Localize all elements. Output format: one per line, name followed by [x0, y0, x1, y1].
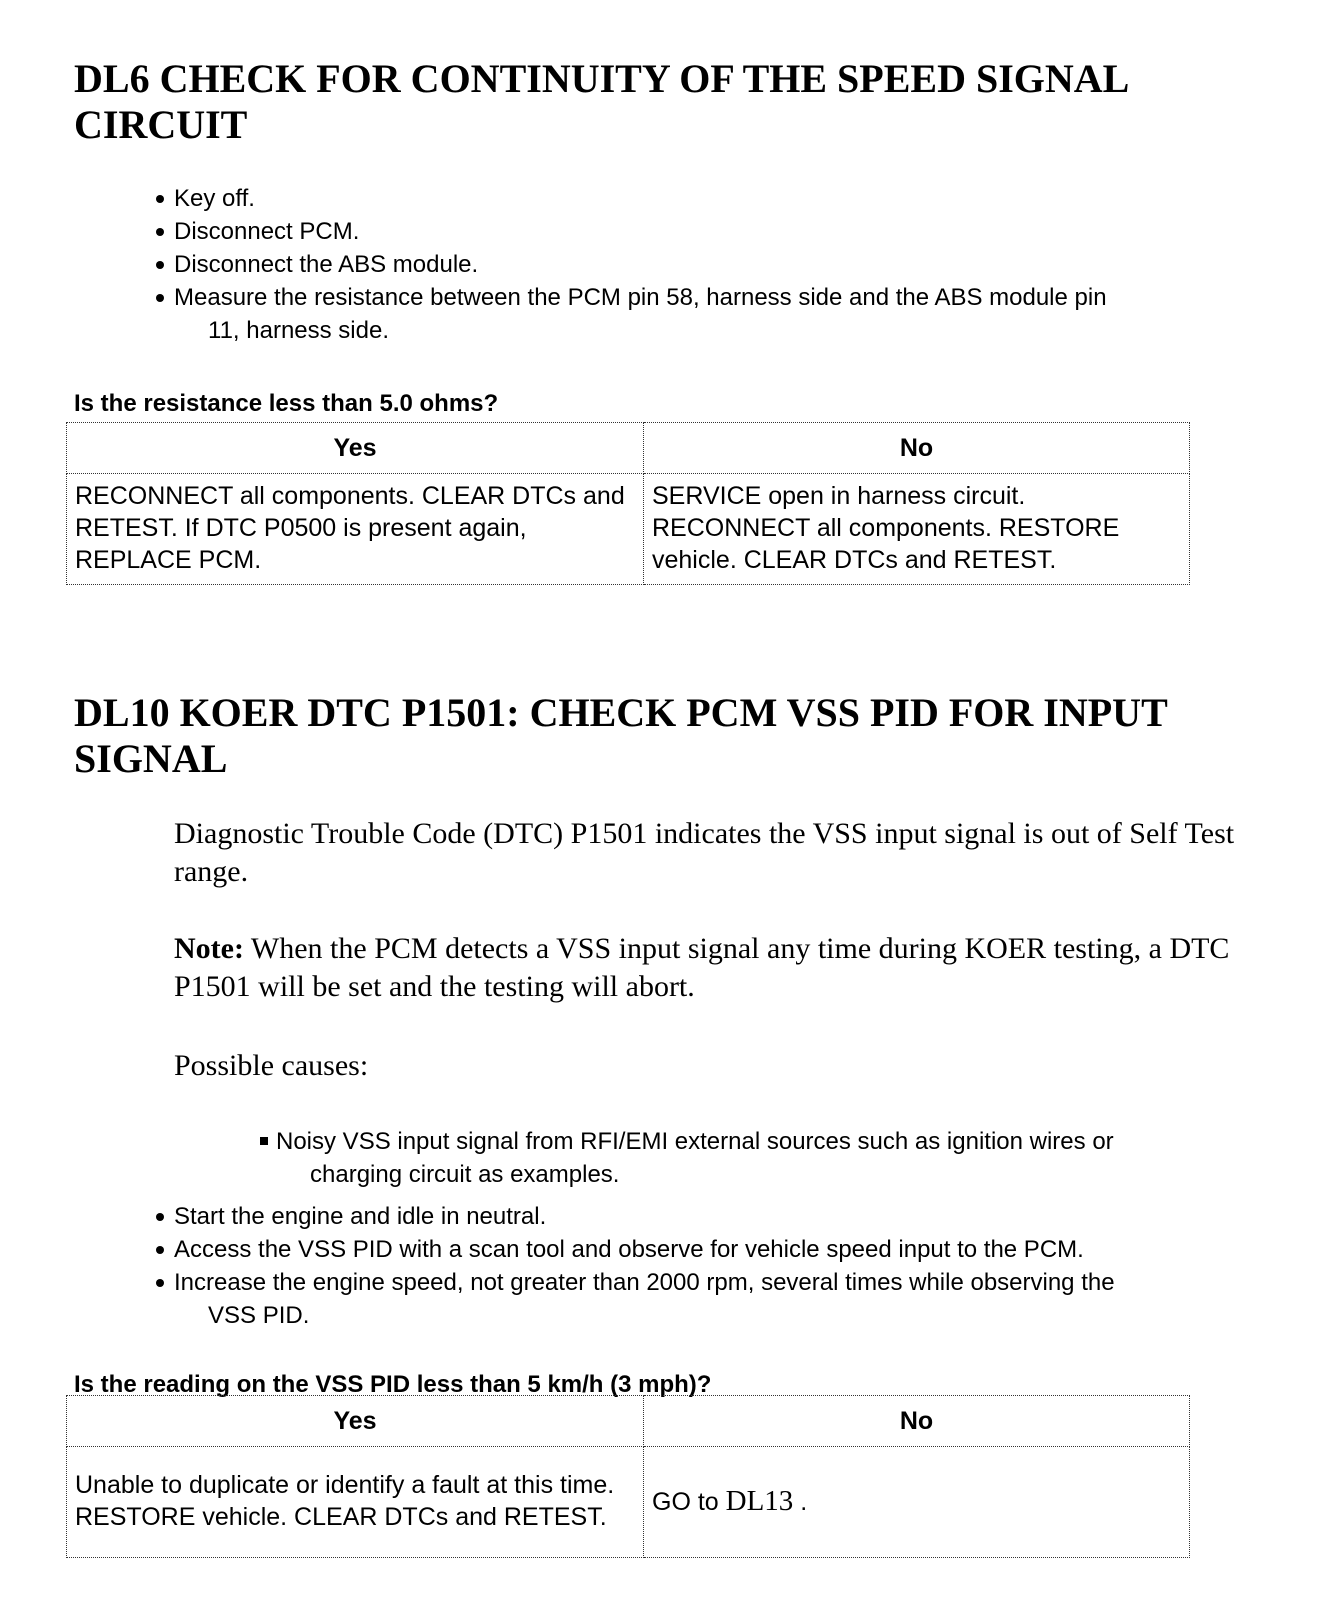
list-item: Disconnect the ABS module.	[152, 248, 1272, 281]
table-row	[67, 1447, 1190, 1558]
list-item: Key off.	[152, 182, 1272, 215]
note-paragraph	[174, 930, 1304, 1006]
bullet-icon	[156, 1279, 164, 1287]
bullet-icon	[156, 294, 164, 302]
dl10-step-list	[152, 1200, 1282, 1332]
yes-action: RECONNECT all components. CLEAR DTCs and RETEST. If DTC P0500 is present again, REPLACE PCM.	[67, 474, 644, 585]
bullet-icon	[156, 1213, 164, 1221]
dl6-decision-table	[66, 422, 1190, 585]
note-text: When the PCM detects a VSS input signal any time during KOER testing, a DTC P1501 will be set and the testing will abort.	[174, 932, 1230, 1003]
table-header-row	[67, 423, 1190, 474]
no-header: No	[644, 1396, 1190, 1447]
no-action: SERVICE open in harness circuit. RECONNECT all components. RESTORE vehicle. CLEAR DTCs and RETEST.	[644, 474, 1190, 585]
list-item: Disconnect PCM.	[152, 215, 1272, 248]
section-title-dl6	[74, 56, 1224, 148]
title-line-1: DL10 KOER DTC P1501: CHECK PCM VSS PID FOR INPUT	[74, 690, 1168, 735]
cause-item: Noisy VSS input signal from RFI/EMI external sources such as ignition wires or charging circuit as examples.	[260, 1125, 1270, 1191]
list-item: Measure the resistance between the PCM pin 58, harness side and the ABS module pin 11, harness side.	[152, 281, 1272, 347]
bullet-icon	[156, 261, 164, 269]
square-bullet-icon	[260, 1137, 268, 1145]
dl13-link[interactable]: DL13	[725, 1484, 794, 1517]
table-header-row	[67, 1396, 1190, 1447]
section-title-dl10	[74, 690, 1224, 782]
dl6-question: Is the resistance less than 5.0 ohms?	[74, 390, 499, 417]
yes-header: Yes	[67, 1396, 644, 1447]
note-label: Note:	[174, 932, 244, 965]
table-row	[67, 474, 1190, 585]
no-action: GO to DL13 .	[644, 1447, 1190, 1558]
list-item: Start the engine and idle in neutral.	[152, 1200, 1282, 1233]
yes-action: Unable to duplicate or identify a fault at this time. RESTORE vehicle. CLEAR DTCs and RETEST.	[67, 1447, 644, 1558]
dl10-decision-table	[66, 1395, 1190, 1558]
title-line-2: CIRCUIT	[74, 102, 248, 147]
title-line-1: DL6 CHECK FOR CONTINUITY OF THE SPEED SIGNAL	[74, 56, 1130, 101]
dtc-description: Diagnostic Trouble Code (DTC) P1501 indicates the VSS input signal is out of Self Test range.	[174, 817, 1235, 888]
yes-header: Yes	[67, 423, 644, 474]
list-item: Access the VSS PID with a scan tool and observe for vehicle speed input to the PCM.	[152, 1233, 1282, 1266]
dl6-step-list	[152, 182, 1272, 347]
possible-causes-label: Possible causes:	[174, 1049, 369, 1082]
dl10-question: Is the reading on the VSS PID less than 5 km/h (3 mph)?	[74, 1371, 712, 1398]
bullet-icon	[156, 228, 164, 236]
list-item: Increase the engine speed, not greater than 2000 rpm, several times while observing the VSS PID.	[152, 1266, 1282, 1332]
no-header: No	[644, 423, 1190, 474]
bullet-icon	[156, 195, 164, 203]
title-line-2: SIGNAL	[74, 736, 228, 781]
bullet-icon	[156, 1246, 164, 1254]
